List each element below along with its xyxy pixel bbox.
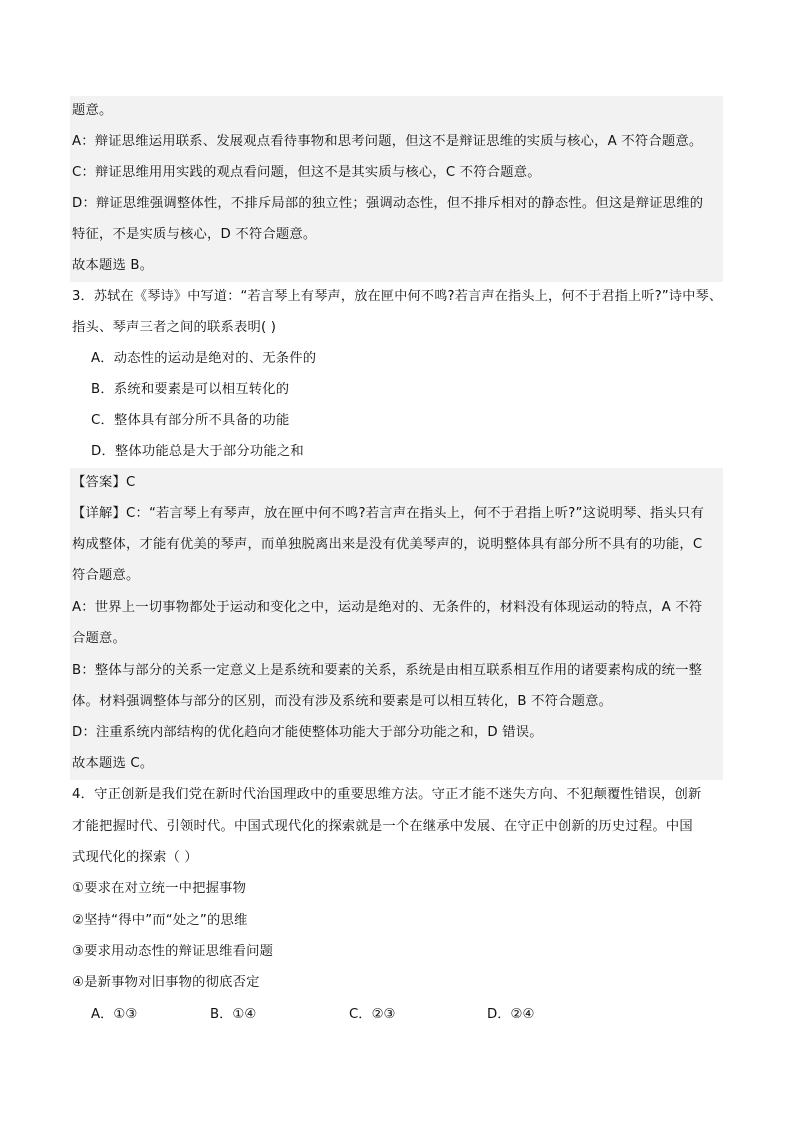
explanation-line: 合题意。 <box>72 631 126 646</box>
question-4-item-3: ③要求用动态性的辩证思维看问题 <box>72 944 274 959</box>
question-4-item-4: ④是新事物对旧事物的彻底否定 <box>72 975 260 990</box>
explanation-line: 故本题选 C。 <box>72 756 154 771</box>
question-4-item-1: ①要求在对立统一中把握事物 <box>72 881 247 896</box>
question-4-stem: 式现代化的探索（ ） <box>72 850 198 865</box>
question-3-option-d: D．整体功能总是大于部分功能之和 <box>91 444 304 459</box>
question-3-option-a: A．动态性的运动是绝对的、无条件的 <box>91 351 317 366</box>
question-3-option-c: C．整体具有部分所不具备的功能 <box>91 413 290 428</box>
explanation-line: 【详解】C：“若言琴上有琴声，放在匣中何不鸣?若言声在指头上，何不于君指上听?”这说明琴、指头只有 <box>72 506 705 521</box>
explanation-line: 体。材料强调整体与部分的区别，而没有涉及系统和要素是可以相互转化，B 不符合题意。 <box>72 694 613 709</box>
answer-label: 【答案】C <box>72 475 136 490</box>
question-4-choice-b: B．①④ <box>210 1007 257 1022</box>
text-line: A：辩证思维运用联系、发展观点看待事物和思考问题，但这不是辩证思维的实质与核心，A 不符合题意。 <box>72 134 703 149</box>
question-3-stem: 3．苏轼在《琴诗》中写道：“若言琴上有琴声，放在匣中何不鸣?若言声在指头上，何不于君指上听?”诗中琴、 <box>72 289 723 304</box>
question-3-stem: 指头、琴声三者之间的联系表明( ) <box>72 320 277 335</box>
question-4-stem: 4．守正创新是我们党在新时代治国理政中的重要思维方法。守正才能不迷失方向、不犯颠覆性错误，创新 <box>72 787 702 802</box>
explanation-line: 符合题意。 <box>72 568 140 583</box>
question-4-choice-a: A．①③ <box>91 1007 138 1022</box>
question-4-choice-c: C．②③ <box>349 1007 396 1022</box>
question-4-item-2: ②坚持“得中”而“处之”的思维 <box>72 913 248 928</box>
explanation-line: A：世界上一切事物都处于运动和变化之中，运动是绝对的、无条件的，材料没有体现运动的特点，A 不符 <box>72 600 703 615</box>
question-4-choices <box>91 999 631 1030</box>
text-line: 题意。 <box>72 103 113 118</box>
text-line: 特征，不是实质与核心，D 不符合题意。 <box>72 227 317 242</box>
text-line: D：辩证思维强调整体性，不排斥局部的独立性；强调动态性，但不排斥相对的静态性。但这是辩证思维的 <box>72 196 704 211</box>
text-line: C：辩证思维用用实践的观点看问题，但这不是其实质与核心，C 不符合题意。 <box>72 165 541 180</box>
question-4-stem: 才能把握时代、引领时代。中国式现代化的探索就是一个在继承中发展、在守正中创新的历史过程。中国 <box>72 819 693 834</box>
question-4-choice-d: D．②④ <box>487 1007 535 1022</box>
question-3-option-b: B．系统和要素是可以相互转化的 <box>91 382 290 397</box>
explanation-line: D：注重系统内部结构的优化趋向才能使整体功能大于部分功能之和，D 错误。 <box>72 725 543 740</box>
explanation-line: B：整体与部分的关系一定意义上是系统和要素的关系，系统是由相互联系相互作用的诸要素构成的统一整 <box>72 663 703 678</box>
text-line: 故本题选 B。 <box>72 258 154 273</box>
explanation-line: 构成整体，才能有优美的琴声，而单独脱离出来是没有优美琴声的，说明整体具有部分所不具有的功能，C <box>72 537 703 552</box>
